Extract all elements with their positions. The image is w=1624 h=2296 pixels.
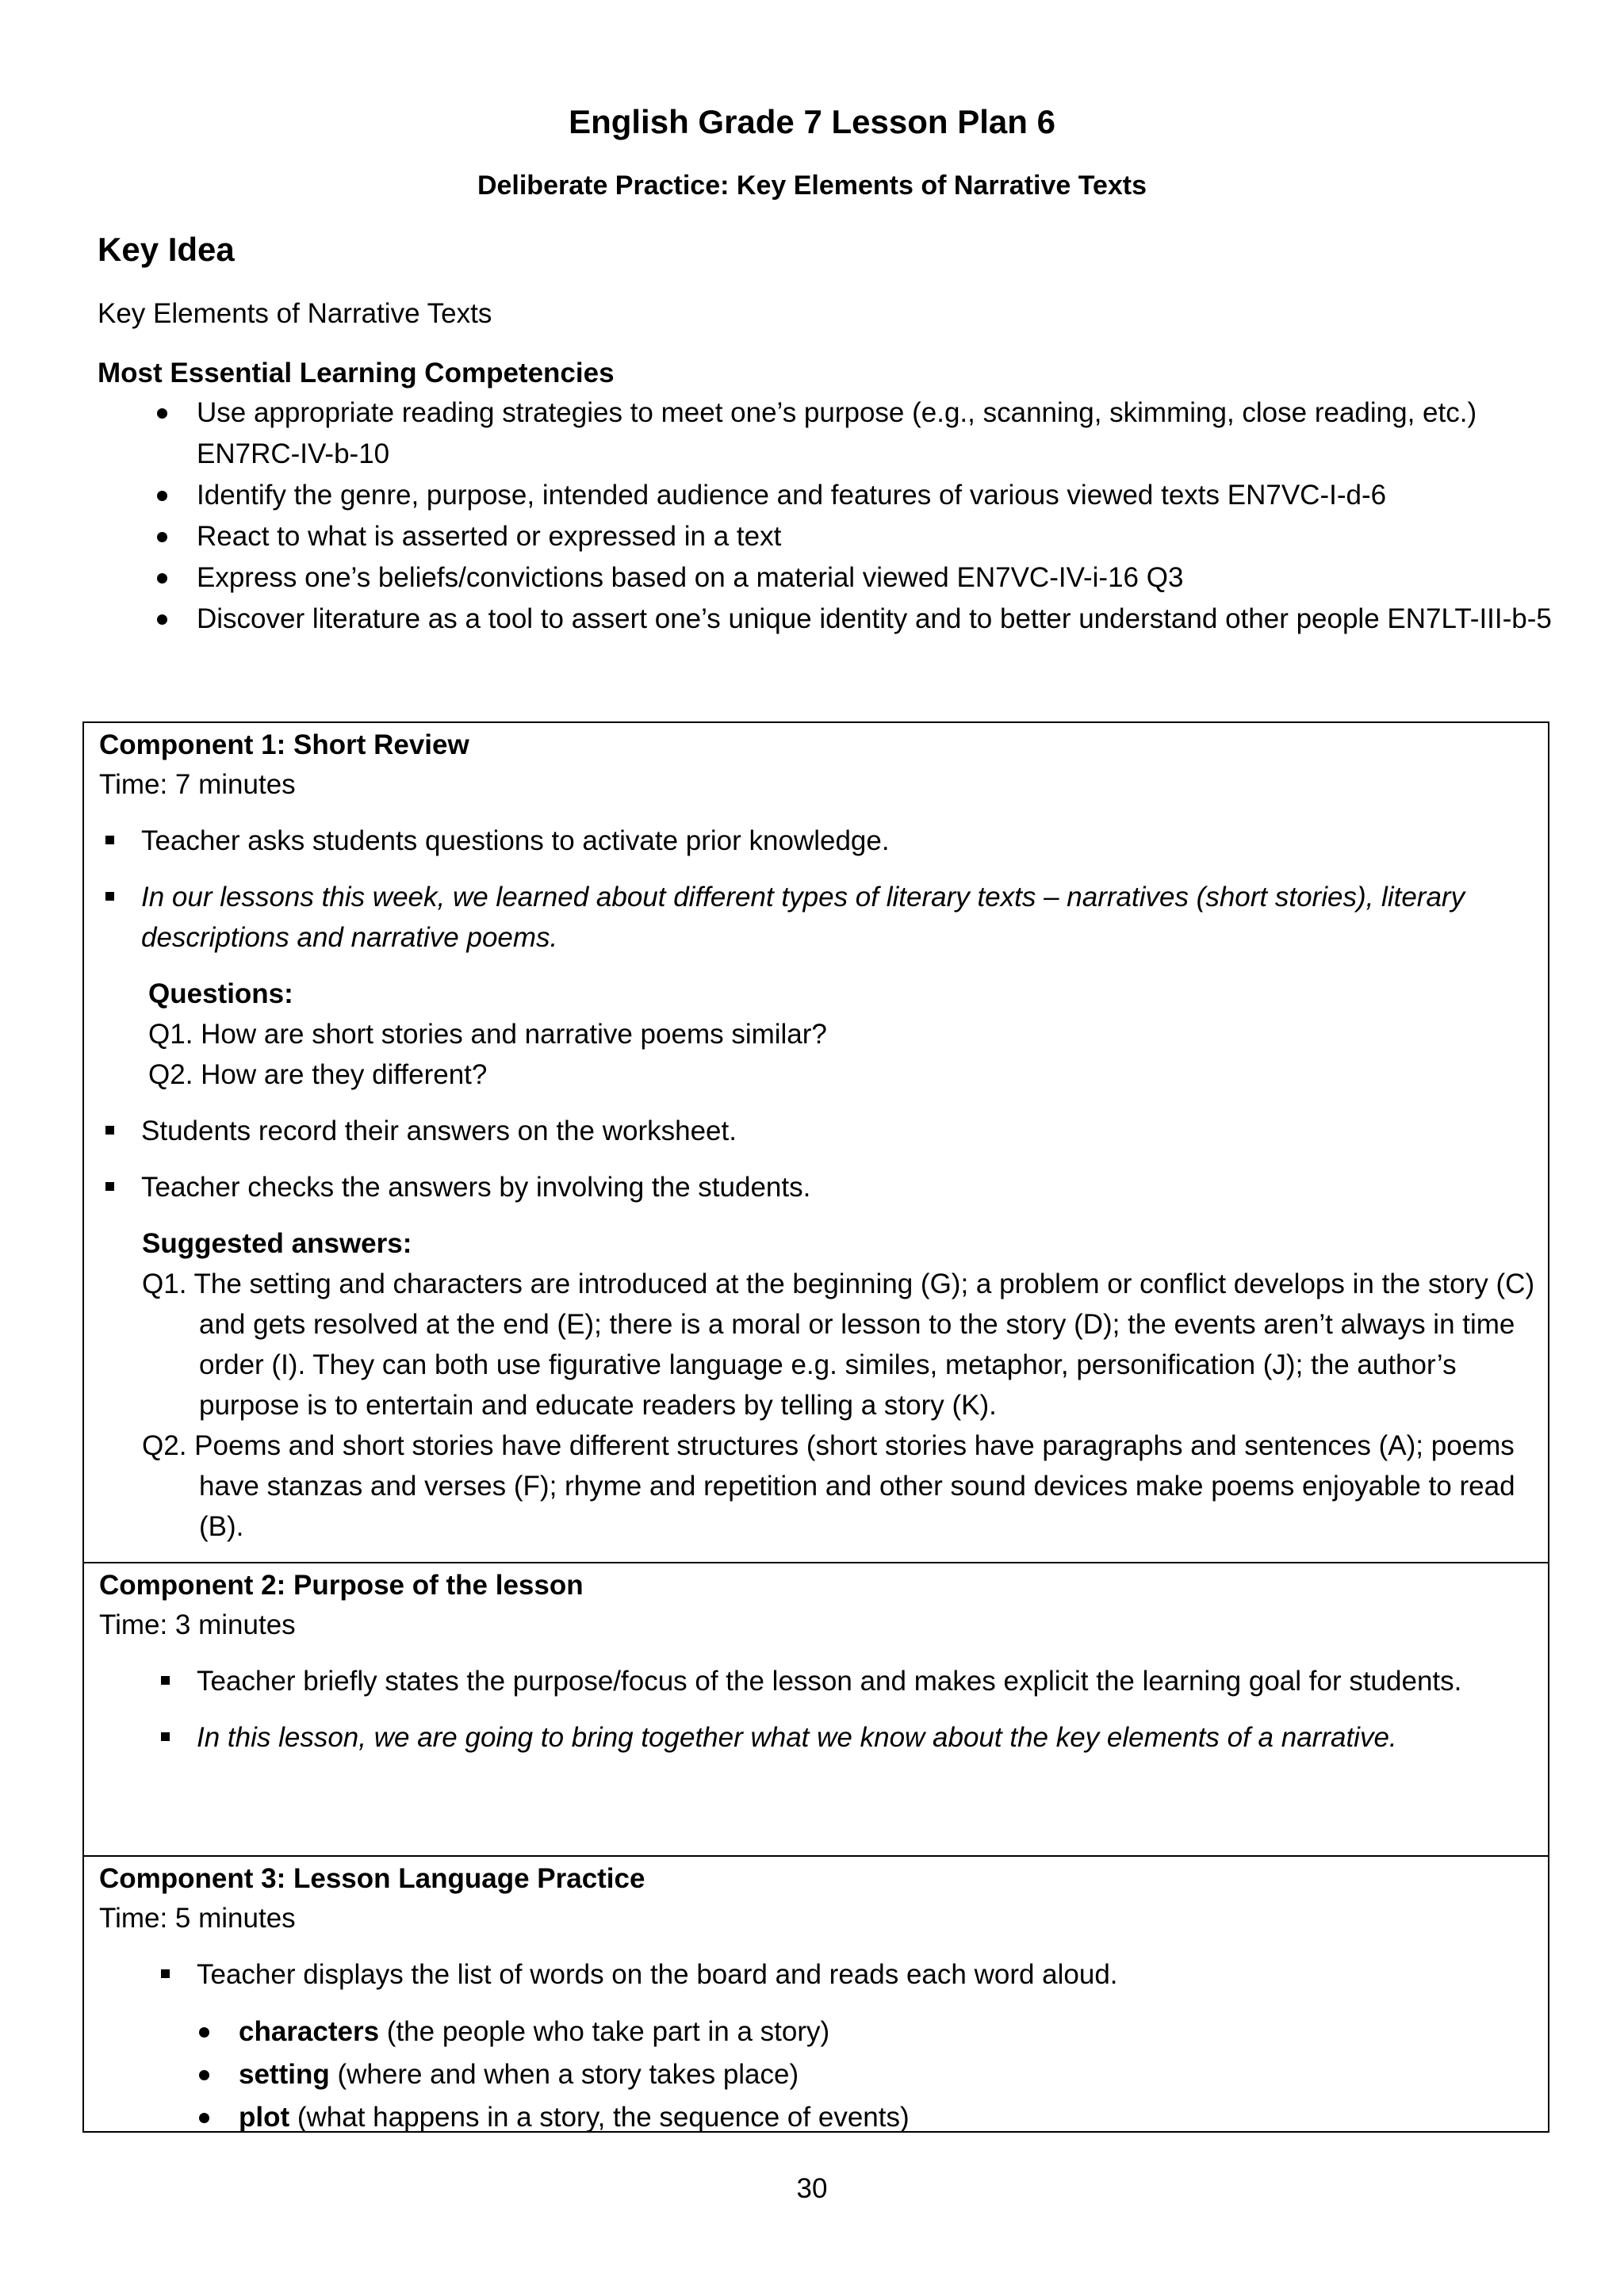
component-1-step: Teacher checks the answers by involving the students. bbox=[99, 1167, 1548, 1207]
vocabulary-item bbox=[197, 2053, 1548, 2096]
key-idea-text: Key Elements of Narrative Texts bbox=[98, 298, 492, 329]
vocabulary-definition: (the people who take part in a story) bbox=[379, 2016, 830, 2047]
melc-item: Use appropriate reading strategies to meet one’s purpose (e.g., scanning, skimming, close reading, etc.) EN7RC-IV-b-10 bbox=[155, 392, 1567, 475]
melc-item: Discover literature as a tool to assert one’s unique identity and to better understand other people EN7LT-III-b-5 bbox=[155, 599, 1567, 640]
suggested-answers-heading: Suggested answers: bbox=[142, 1228, 412, 1259]
question-2: Q2. How are they different? bbox=[148, 1059, 488, 1090]
vocabulary-item bbox=[197, 2096, 1548, 2139]
questions-heading: Questions: bbox=[148, 978, 293, 1009]
answer-1: Q1. The setting and characters are introduced at the beginning (G); a problem or conflict develops in the story (C) and gets resolved at the end (E); there is a moral or lesson to the story (D); the events aren’t always in time order (I). They can both use figurative language e.g. similes, metaphor, personification (J); the author’s purpose is to entertain and educate readers by telling a story (K). bbox=[142, 1269, 1535, 1421]
page-number: 30 bbox=[796, 2173, 828, 2204]
question-1: Q1. How are short stories and narrative poems similar? bbox=[148, 1019, 827, 1050]
component-2-cell bbox=[84, 1563, 1548, 1857]
component-3-steps bbox=[155, 1954, 1548, 1995]
component-3-step: Teacher displays the list of words on the board and reads each word aloud. bbox=[155, 1954, 1548, 1995]
document-subtitle: Deliberate Practice: Key Elements of Narrative Texts bbox=[477, 170, 1147, 201]
component-3-time: Time: 5 minutes bbox=[99, 1903, 296, 1934]
component-1-step: Teacher asks students questions to activate prior knowledge. bbox=[99, 821, 1548, 861]
vocabulary-definition: (what happens in a story, the sequence of events) bbox=[289, 2102, 910, 2133]
component-1-step: In our lessons this week, we learned about different types of literary texts – narratives (short stories), literary descriptions and narrative poems. bbox=[99, 877, 1548, 958]
component-1-steps-2 bbox=[99, 1111, 1548, 1207]
component-1-steps bbox=[99, 821, 1548, 958]
vocabulary-definition: (where and when a story takes place) bbox=[329, 2059, 799, 2090]
vocabulary-list bbox=[197, 2011, 1548, 2139]
component-1-title: Component 1: Short Review bbox=[99, 729, 469, 760]
melc-heading: Most Essential Learning Competencies bbox=[98, 358, 615, 388]
vocabulary-term: characters bbox=[239, 2016, 380, 2047]
melc-list bbox=[155, 392, 1567, 640]
questions-block bbox=[148, 974, 1548, 1095]
melc-item: Identify the genre, purpose, intended audience and features of various viewed texts EN7VC-I-d-6 bbox=[155, 475, 1567, 516]
vocabulary-item bbox=[197, 2011, 1548, 2053]
component-3-title: Component 3: Lesson Language Practice bbox=[99, 1863, 645, 1894]
component-2-step: Teacher briefly states the purpose/focus of the lesson and makes explicit the learning goal for students. bbox=[155, 1661, 1484, 1701]
component-2-steps bbox=[155, 1661, 1548, 1758]
component-2-title: Component 2: Purpose of the lesson bbox=[99, 1570, 584, 1601]
vocabulary-term: setting bbox=[239, 2059, 330, 2090]
lesson-components-table bbox=[82, 721, 1549, 2133]
component-2-step: In this lesson, we are going to bring together what we know about the key elements of a narrative. bbox=[155, 1717, 1484, 1758]
component-1-cell bbox=[84, 723, 1548, 1563]
answer-2: Q2. Poems and short stories have different structures (short stories have paragraphs and sentences (A); poems have stanzas and verses (F); rhyme and repetition and other sound devices make poems enjoyable to read (B). bbox=[142, 1430, 1515, 1542]
key-idea-heading: Key Idea bbox=[98, 231, 235, 268]
document-title: English Grade 7 Lesson Plan 6 bbox=[569, 103, 1055, 140]
vocabulary-term: plot bbox=[239, 2102, 290, 2133]
melc-item: React to what is asserted or expressed in a text bbox=[155, 516, 1567, 557]
component-2-time: Time: 3 minutes bbox=[99, 1609, 296, 1640]
component-3-cell bbox=[84, 1857, 1548, 2133]
suggested-answers-block bbox=[142, 1223, 1548, 1547]
component-1-time: Time: 7 minutes bbox=[99, 769, 296, 800]
component-1-step: Students record their answers on the worksheet. bbox=[99, 1111, 1548, 1151]
melc-item: Express one’s beliefs/convictions based on a material viewed EN7VC-IV-i-16 Q3 bbox=[155, 557, 1567, 599]
